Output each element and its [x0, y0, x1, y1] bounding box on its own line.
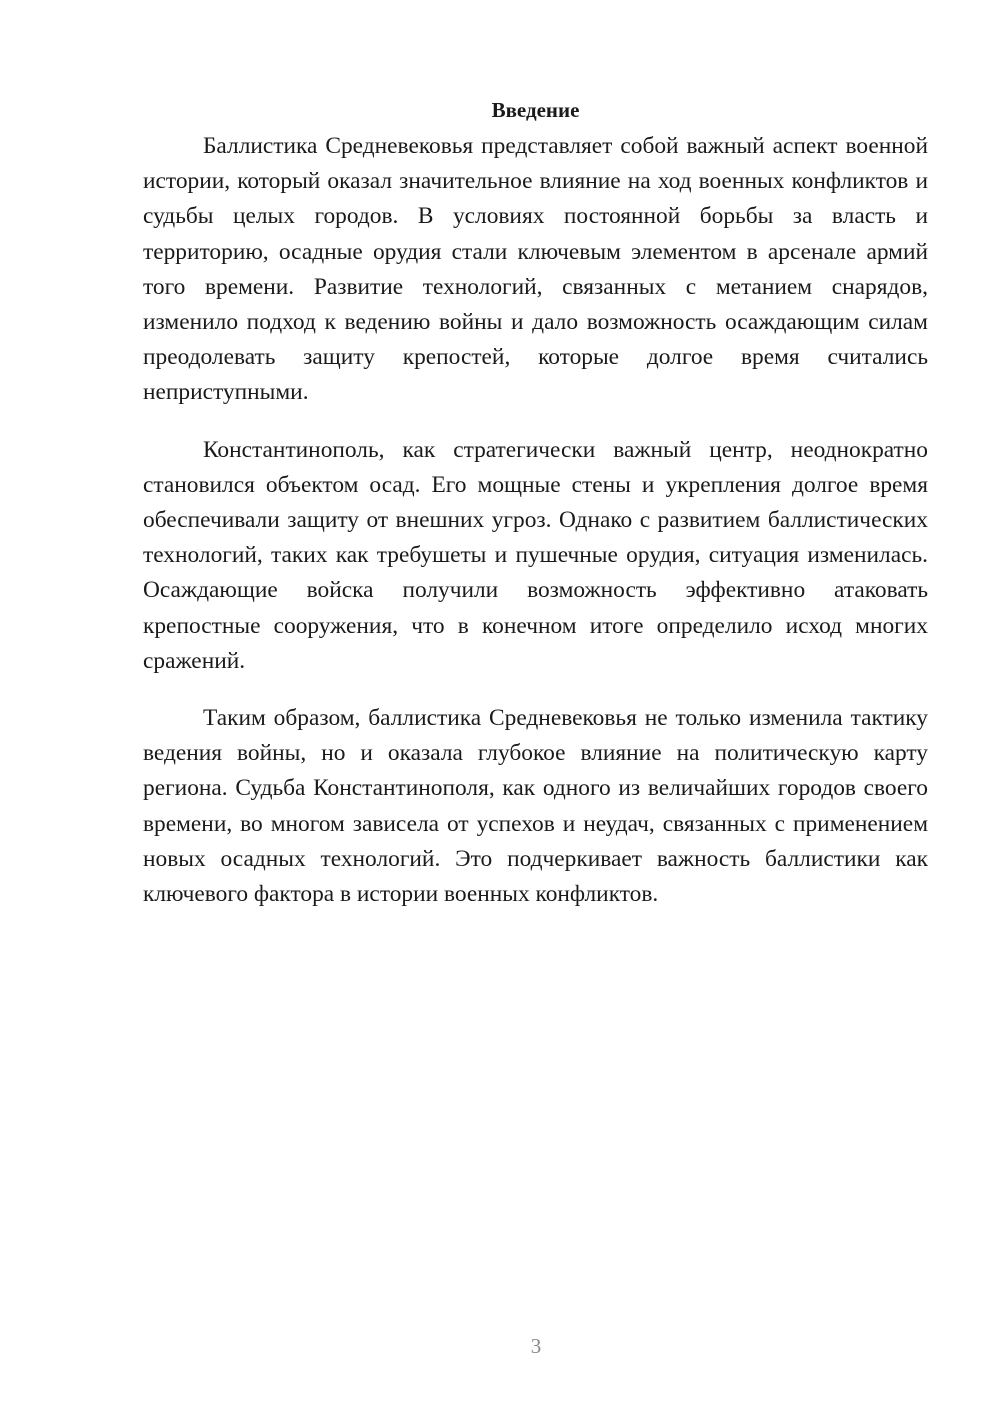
paragraph-conclusion: Таким образом, баллистика Средневековья не только изменила тактику ведения войны, но и оказала глубокое влияние на политическую карту региона. Судьба Константинополя, как одного из величайших городов своего времени, во многом зависела от успехов и неудач, связанных с применением новых осадных технологий. Это подчеркивает важность баллистики как ключевого фактора в истории военных конфликтов.: [143, 705, 928, 908]
paragraph-constantinople: Константинополь, как стратегически важный центр, неоднократно становился объектом осад. Его мощные стены и укрепления долгое время обеспечивали защиту от внешних угроз. Однако с развитием баллистических технологий, таких как требушеты и пушечные орудия, ситуация изменилась. Осаждающие войска получили возможность эффективно атаковать крепостные сооружения, что в конечном итоге определило исход многих сражений.: [143, 436, 928, 674]
page-content: [143, 93, 928, 934]
page-number: 3: [530, 1334, 542, 1358]
paragraph-intro: Баллистика Средневековья представляет собой важный аспект военной истории, который оказал значительное влияние на ход военных конфликтов и судьбы целых городов. В условиях постоянной борьбы за власть и территорию, осадные орудия стали ключевым элементом в арсенале армий того времени. Развитие технологий, связанных с метанием снарядов, изменило подход к ведению войны и дало возможность осаждающим силам преодолевать защиту крепостей, которые долгое время считались неприступными.: [143, 133, 928, 406]
section-heading: Введение: [491, 98, 580, 122]
